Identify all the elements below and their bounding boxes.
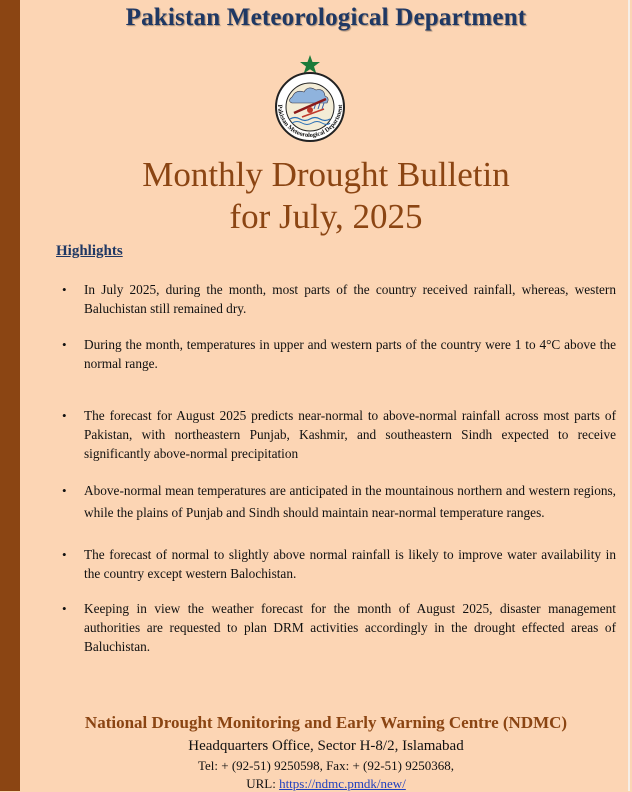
bulletin-title (20, 154, 632, 238)
highlight-item (56, 406, 616, 463)
bulletin-title-line1: Monthly Drought Bulletin (142, 155, 510, 194)
pmd-logo-icon (266, 53, 354, 143)
bullet-icon: • (62, 547, 67, 562)
bullet-icon: • (62, 337, 67, 352)
logo-text: Pakistan Meteorological Department (275, 104, 345, 140)
footer-tel: Tel: + (92-51) 9250598, Fax: + (92-51) 9250368, (197, 758, 455, 773)
footer-url-link[interactable]: https://ndmc.pmdk/new/ (279, 776, 406, 791)
footer-url-line (20, 776, 632, 792)
highlight-item (56, 335, 616, 373)
bullet-icon: • (62, 282, 67, 297)
highlight-item (56, 599, 616, 656)
highlight-text: Above-normal mean temperatures are anticipated in the mountainous northern and western regions, while the plains of Punjab and Sindh should maintain near-normal temperature ranges. (84, 483, 616, 520)
bullet-icon: • (62, 483, 67, 498)
bullet-icon: • (62, 601, 67, 616)
bullet-icon: • (62, 408, 67, 423)
highlights-heading: Highlights (56, 243, 123, 259)
highlight-text: The forecast for August 2025 predicts near-normal to above-normal rainfall across most parts of Pakistan, with northeastern Punjab, Kashmir, and southeastern Sindh expected to receive significantly above-normal precipitation (84, 408, 616, 461)
side-bar (0, 0, 20, 791)
highlight-text: During the month, temperatures in upper and western parts of the country were 1 to 4°C above the normal range. (84, 337, 616, 371)
bulletin-title-line2: for July, 2025 (229, 197, 423, 236)
footer-hq: Headquarters Office, Sector H-8/2, Islamabad (188, 738, 464, 754)
highlight-text: In July 2025, during the month, most parts of the country received rainfall, whereas, western Baluchistan still remained dry. (84, 282, 616, 316)
footer-url-label: URL: (246, 776, 276, 791)
highlight-item (56, 545, 616, 583)
highlight-item (56, 280, 616, 318)
highlight-item (56, 480, 616, 524)
highlight-text: The forecast of normal to slightly above normal rainfall is likely to improve water availability in the country except western Balochistan. (84, 547, 616, 581)
org-title: Pakistan Meteorological Department (125, 4, 527, 31)
footer-org: National Drought Monitoring and Early Warning Centre (NDMC) (84, 713, 568, 732)
highlight-text: Keeping in view the weather forecast for the month of August 2025, disaster management authorities are requested to plan DRM activities accordingly in the drought effected areas of Baluchistan. (84, 601, 616, 654)
